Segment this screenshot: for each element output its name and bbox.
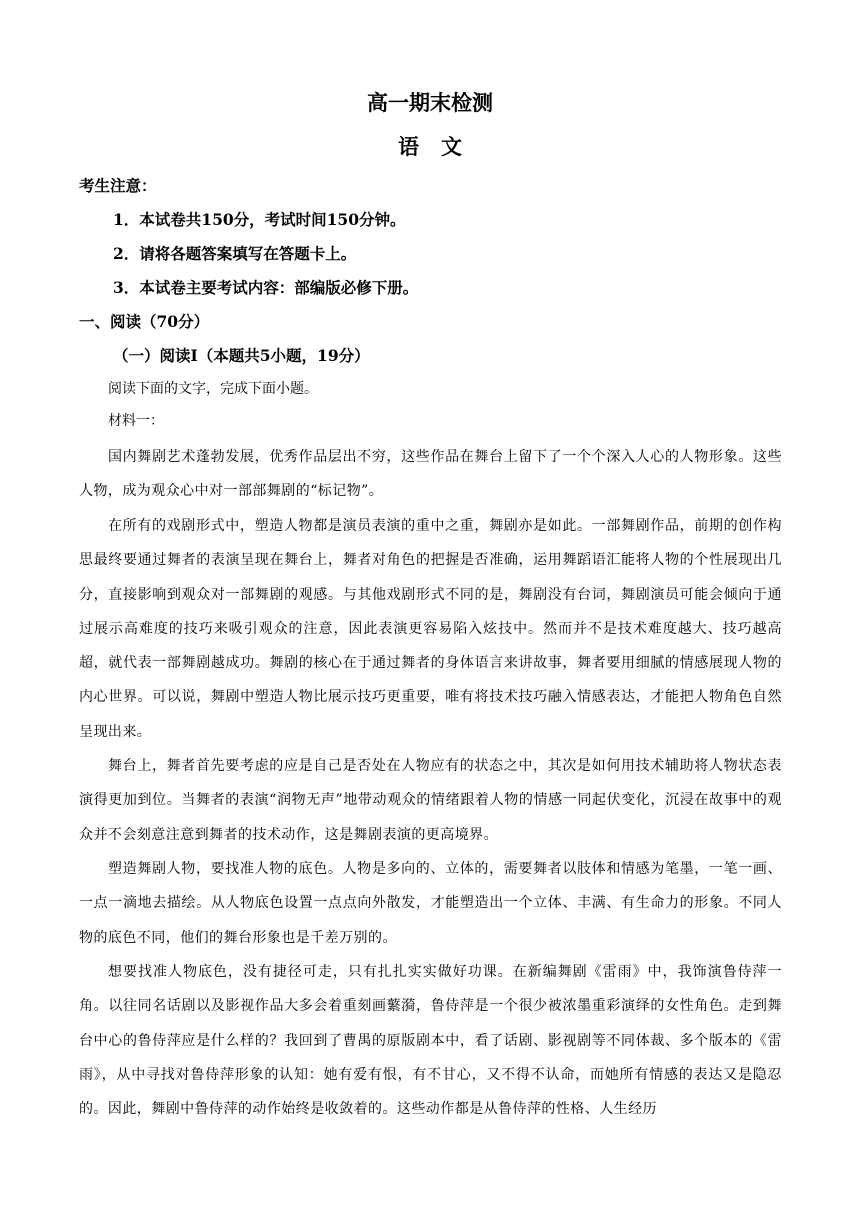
- paragraph-4: 塑造舞剧人物，要找准人物的底色。人物是多向的、立体的，需要舞者以肢体和情感为笔墨，一笔一画、一点一滴地去描绘。从人物底色设置一点点向外散发，才能塑造出一个立体、丰满、有生命力的形象。不同人物的底色不同，他们的舞台形象也是千差万别的。: [79, 861, 782, 946]
- notice-heading: 考生注意：: [79, 176, 157, 195]
- notice-item-3: 3．本试卷主要考试内容：部编版必修下册。: [113, 278, 419, 297]
- paragraph-3: 舞台上，舞者首先要考虑的应是自己是否处在人物应有的状态之中，其次是如何用技术辅助将人物状态表演得更加到位。当舞者的表演“润物无声”地带动观众的情绪跟着人物的情感一同起伏变化，沉浸在故事中的观众并不会刻意注意到舞者的技术动作，这是舞剧表演的更高境界。: [79, 758, 782, 843]
- reading-instruction: 阅读下面的文字，完成下面小题。: [108, 381, 318, 397]
- exam-title: 高一期末检测: [367, 90, 493, 115]
- subject-char-left: 语: [398, 134, 419, 159]
- notice-item-2: 2．请将各题答案填写在答题卡上。: [113, 244, 357, 263]
- notice-item-1: 1．本试卷共150分，考试时间150分钟。: [113, 210, 406, 229]
- section-heading: 一、阅读（70分）: [79, 312, 210, 331]
- subject-title: [0, 133, 860, 161]
- paragraph-2: 在所有的戏剧形式中，塑造人物都是演员表演的重中之重，舞剧亦是如此。一部舞剧作品，前期的创作构思最终要通过舞者的表演呈现在舞台上，舞者对角色的把握是否准确，运用舞蹈语汇能将人物的个性展现出几分，直接影响到观众对一部舞剧的观感。与其他戏剧形式不同的是，舞剧没有台词，舞剧演员可能会倾向于通过展示高难度的技巧来吸引观众的注意，因此表演更容易陷入炫技中。然而并不是技术难度越大、技巧越高超，就代表一部舞剧越成功。舞剧的核心在于通过舞者的身体语言来讲故事，舞者要用细腻的情感展现人物的内心世界。可以说，舞剧中塑造人物比展示技巧更重要，唯有将技术技巧融入情感表达，才能把人物角色自然呈现出来。: [79, 518, 782, 740]
- subject-char-right: 文: [441, 134, 462, 159]
- subsection-heading: （一）阅读Ⅰ（本题共5小题，19分）: [113, 346, 370, 365]
- paragraph-5: 想要找准人物底色，没有捷径可走，只有扎扎实实做好功课。在新编舞剧《雷雨》中，我饰演鲁侍萍一角。以往同名话剧以及影视作品大多会着重刻画蘩漪，鲁侍萍是一个很少被浓墨重彩演绎的女性角色。走到舞台中心的鲁侍萍应是什么样的？我回到了曹禺的原版剧本中，看了话剧、影视剧等不同体裁、多个版本的《雷雨》，从中寻找对鲁侍萍形象的认知：她有爱有恨，有不甘心，又不得不认命，而她所有情感的表达又是隐忍的。因此，舞剧中鲁侍萍的动作始终是收敛着的。这些动作都是从鲁侍萍的性格、人生经历: [79, 964, 782, 1118]
- paragraph-1: 国内舞剧艺术蓬勃发展，优秀作品层出不穷，这些作品在舞台上留下了一个个深入人心的人物形象。这些人物，成为观众心中对一部部舞剧的“标记物”。: [79, 449, 782, 500]
- material-label: 材料一：: [108, 413, 164, 429]
